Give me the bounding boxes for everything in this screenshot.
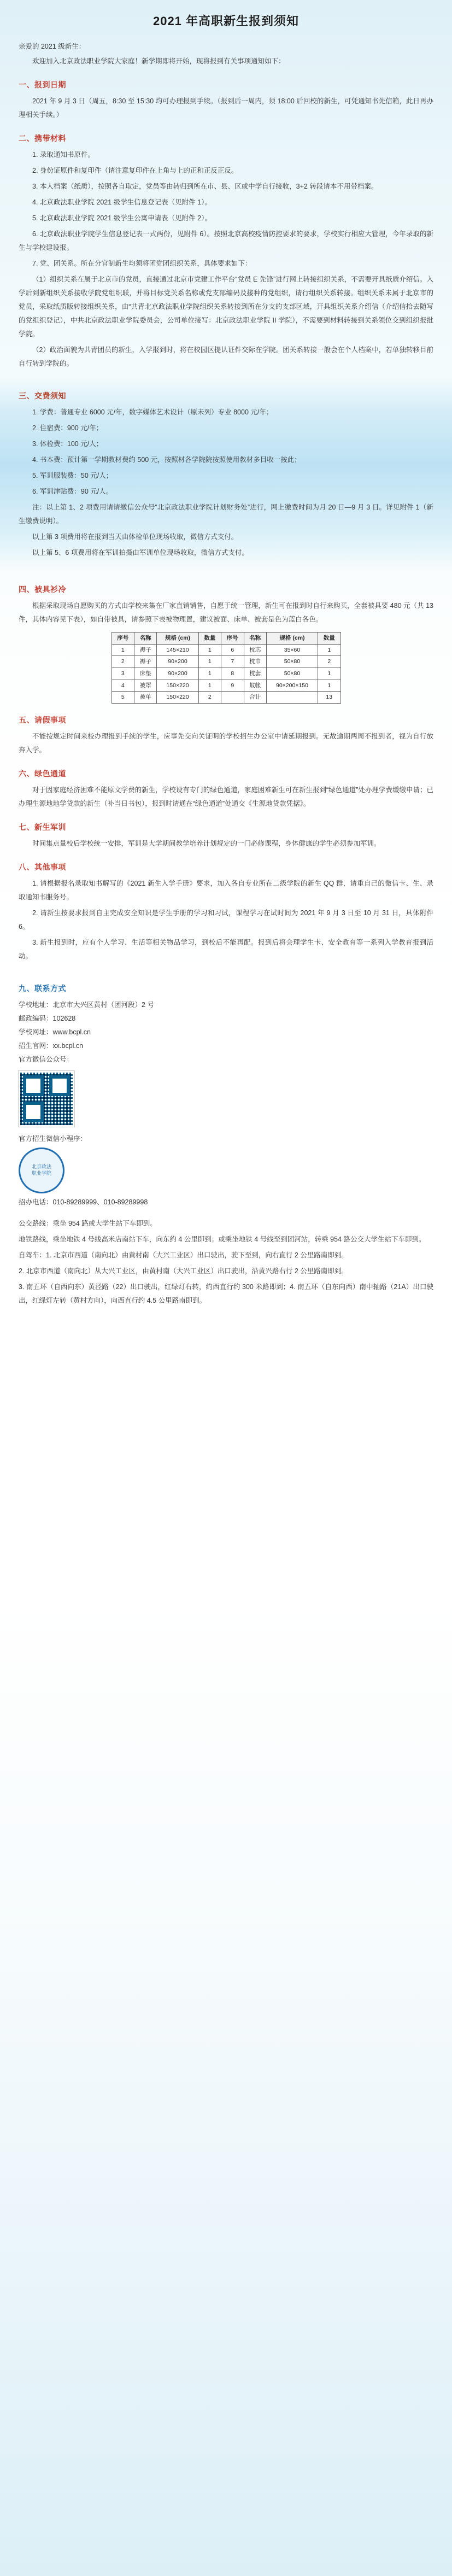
table-cell: 90×200×150 — [267, 680, 318, 692]
table-header-cell: 规格 (cm) — [157, 633, 198, 645]
contact-value: 北京市大兴区黄村（团河段）2 号 — [52, 1001, 154, 1009]
table-row — [111, 644, 341, 656]
paragraph: 时间集点量校后学校统一安排，军训是大学期间教学培养计划规定的一门必修课程，身体健康的学生必须参加军训。 — [32, 840, 381, 848]
table-header-cell: 名称 — [244, 633, 266, 645]
table-cell: 4 — [111, 680, 134, 692]
table-header-row — [111, 633, 341, 645]
bedding-table — [111, 632, 341, 704]
table-cell: 2 — [318, 656, 341, 668]
section-heading-leave: 五、请假事项 — [19, 716, 66, 725]
section-body-contact — [19, 998, 433, 1308]
paragraph: 6. 军训津贴费：90 元/人。 — [32, 488, 113, 495]
paragraph: 4. 北京政法职业学院 2021 级学生信息登记表（见附件 1）。 — [32, 198, 212, 206]
paragraph: （1）组织关系在属于北京市的党员，直接通过北京市党建工作平台“党员 E 先锋”进行网上转接组织关系，不需要开具纸质介绍信。入学后到新组织关系接收学院党组织联，并将目标党关系名称或党支部编码及接种的党组织，请行组织关系转接。组织关系未属于北京市的党员，采取纸质版转接组织关系，由“共青北京政法职业学院组织关系转接到所在分支的支部区域，开具组织关系介绍信（介绍信拾去随写的党组织登记），中共北京政法职业学院委员会，公司单位接写：北京政法职业学院 II 学院），不需要到材料转接到关系领位交到组织报批学院。 — [19, 276, 433, 338]
document-content — [0, 40, 452, 1308]
contact-value[interactable]: www.bcpl.cn — [52, 1028, 91, 1037]
contact-address — [19, 998, 433, 1012]
table-cell: 1 — [198, 668, 221, 680]
table-cell: 被单 — [134, 692, 156, 704]
table-row — [111, 656, 341, 668]
paragraph: 以上第 5、6 项费用将在军训拍摄由军训单位现场收取，微信方式支付。 — [32, 549, 249, 557]
contact-admissions-site — [19, 1039, 433, 1053]
section-heading-other: 八、其他事项 — [19, 863, 66, 872]
contact-phone: 招办电话：010-89289999、010-89289998 — [19, 1198, 148, 1207]
intro-paragraph: 欢迎加入北京政法职业学院大家庭！新学期即将开始，现将报到有关事项通知如下： — [32, 57, 285, 65]
table-cell: 枕芯 — [244, 644, 266, 656]
table-cell: 50×80 — [267, 656, 318, 668]
contact-wechat-label: 官方微信公众号： — [19, 1056, 74, 1064]
table-cell: 145×210 — [157, 644, 198, 656]
wechat-qr-row — [19, 1071, 433, 1127]
table-cell: 合计 — [244, 692, 266, 704]
table-cell: 1 — [198, 656, 221, 668]
contact-label: 学校地址： — [19, 1001, 53, 1009]
transport-line: 自驾车：1. 北京市西道（南向北）由黄村南（大兴工业区）出口驶出，驶下至到，向右直行 2 公里路南即到。 — [19, 1251, 348, 1260]
contact-label: 邮政编码： — [19, 1015, 53, 1023]
fees-block — [0, 376, 452, 573]
table-cell: 90×200 — [157, 668, 198, 680]
title-band — [0, 0, 452, 37]
paragraph: 7. 党、团关系。所在分官制新生均须将团党团组织关系，具体要求如下： — [32, 260, 252, 267]
table-row — [111, 680, 341, 692]
transport-line: 2. 北京市西道（南向北）从大兴工业区，由黄村南（大兴工业区）出口驶出，沿黄兴路右行 2 公里路南即到。 — [19, 1267, 348, 1275]
table-cell: 1 — [198, 680, 221, 692]
table-cell: 9 — [221, 680, 244, 692]
paragraph: 3. 本人档案（纸质），按照各自取定，党员等由转归到所在市、县、区或中学自行接收，3+2 转段请本不用带档案。 — [32, 183, 378, 190]
table-cell: 5 — [111, 692, 134, 704]
section-heading-contact: 九、联系方式 — [19, 984, 66, 993]
paragraph: （2）政治面貌为共青团员的新生，入学报到时，将在校园区提认证件交际在学院。团关系转接一般会在个人档案中，若单独转移目前自行转到学院的。 — [19, 346, 433, 367]
section-heading-military-training: 七、新生军训 — [19, 823, 66, 832]
paragraph: 注：以上第 1、2 项费用请请缴信公众号“北京政法职业学院计划财务处”进行，网上缴费时间为月 20 日—9 月 3 日。详见附件 1（新生缴费说明）。 — [19, 504, 433, 525]
transport-line: 3. 南五环（自西向东）黄泾路（22）出口驶出，红绿灯右转，约西直行约 300 米路即到；4. 南五环（自东向西）南中轴路（21A）出口驶出，红绿灯左转（黄村方向），向西直行约 4.5 公里路南即到。 — [19, 1283, 433, 1305]
paragraph: 5. 军训服装费：50 元/人； — [32, 472, 113, 479]
contact-value: 102628 — [52, 1015, 76, 1023]
table-cell: 8 — [221, 668, 244, 680]
table-cell: 35×60 — [267, 644, 318, 656]
table-cell: 2 — [198, 692, 221, 704]
paragraph: 2. 身份证原件和复印件（请注意复印件在上角与上的正和正反正反。 — [32, 167, 238, 174]
table-cell: 150×220 — [157, 680, 198, 692]
table-row — [111, 668, 341, 680]
school-emblem-icon: 北京政法 职业学院 — [19, 1148, 64, 1193]
section-heading-fees: 三、交费须知 — [19, 391, 66, 400]
table-cell: 1 — [318, 668, 341, 680]
table-row — [111, 692, 341, 704]
paragraph: 5. 北京政法职业学院 2021 级学生公寓申请表（见附件 2）。 — [32, 214, 212, 222]
table-cell: 90×200 — [157, 656, 198, 668]
section-body-green-channel — [19, 783, 433, 811]
table-cell: 1 — [198, 644, 221, 656]
paragraph: 1. 录取通知书原件。 — [32, 151, 95, 159]
table-cell: 6 — [221, 644, 244, 656]
table-cell: 150×220 — [157, 692, 198, 704]
table-cell: 1 — [111, 644, 134, 656]
table-cell — [267, 692, 318, 704]
section-body-date — [19, 95, 433, 122]
section-body-materials — [19, 148, 433, 371]
transport-line: 地铁路线，乘坐地铁 4 号线高米店南站下车，向东约 4 公里即到；或乘坐地铁 4 号线至到团河站，转乘 954 路公交大学生站下车即到。 — [19, 1236, 426, 1244]
paragraph: 3. 新生报到时，应有个人学习、生活等相关物品学习，到校后不能再配。报到后将会理学生卡、安全教育等一系列入学教育报到活动。 — [19, 939, 433, 961]
table-cell: 50×80 — [267, 668, 318, 680]
paragraph: 2021 年 9 月 3 日（周五，8:30 至 15:30 均可办理报到手续。（报到后一周内，须 18:00 后回校的新生，可凭通知书先信箱，此日再办理相关手续。） — [19, 97, 433, 119]
contact-label: 招生官网： — [19, 1042, 53, 1050]
table-cell — [221, 692, 244, 704]
table-cell: 褥子 — [134, 656, 156, 668]
paragraph: 1. 学费：普通专业 6000 元/年，数字媒体艺术设计（原未列）专业 8000 元/年； — [32, 408, 273, 416]
miniprogram-label: 官方招生微信小程序： — [19, 1135, 87, 1143]
table-cell: 2 — [111, 656, 134, 668]
paragraph: 2. 请新生按要求报到自主完成安全知识是学生手册的学习和习试，课程学习在试时间为 2021 年 9 月 3 日至 10 月 31 日，具体附件 6。 — [19, 909, 433, 931]
paragraph: 3. 体检费：100 元/人； — [32, 440, 103, 448]
table-cell: 3 — [111, 668, 134, 680]
table-cell: 枕套 — [244, 668, 266, 680]
paragraph: 2. 住宿费：900 元/年； — [32, 424, 103, 432]
wechat-qr-code-icon[interactable] — [19, 1071, 74, 1127]
table-cell: 枕巾 — [244, 656, 266, 668]
section-body-other — [19, 877, 433, 963]
table-cell: 蚊帐 — [244, 680, 266, 692]
paragraph: 6. 北京政法职业学院学生信息登记表一式两份，见附件 6）。按照北京高校疫情防控要求的要求，学校实行相应大管理，今年录取的新生与学校建设报。 — [19, 230, 433, 251]
table-cell: 1 — [318, 680, 341, 692]
transport-block — [19, 1217, 433, 1308]
table-header-cell: 规格 (cm) — [267, 633, 318, 645]
miniprogram-qr-row — [19, 1148, 433, 1193]
table-cell: 被罩 — [134, 680, 156, 692]
paragraph: 4. 书本费：预计第一学期教材费约 500 元，按照材各学院院按照使用教材多目收一按此； — [32, 456, 301, 464]
table-header-cell: 名称 — [134, 633, 156, 645]
section-body-bedding — [19, 599, 433, 704]
section-heading-bedding: 四、被具衫冷 — [19, 585, 66, 594]
section-body-leave — [19, 730, 433, 757]
contact-postcode — [19, 1012, 433, 1026]
paragraph: 对于因家庭经济困难不能原文学费的新生，学校设有专门的绿色通道，家庭困难新生可在新生报到“绿色通道”处办理学费缓缴申请；已办理生源地地学贷款的新生（补当日书包），报到时请通在“绿色通道”处通交《生源地贷款凭据》。 — [19, 786, 433, 808]
paragraph: 不能按规定时间来校办理报到手续的学生，应事先交向关证明的学校招生办公室中请延期报到。无故逾期两周不报到者，视为自行放弃入学。 — [19, 733, 433, 754]
paragraph: 1. 请根据报名录取知书解写的《2021 新生入学手册》要求，加入各自专业所在二级学院的新生 QQ 群，请重自己的微信卡、生、录取通知书服务号。 — [19, 880, 433, 901]
table-cell: 7 — [221, 656, 244, 668]
paragraph: 以上第 3 项费用将在报到当天由体检单位现场收取，微信方式支付。 — [32, 533, 238, 541]
section-heading-date: 一、报到日期 — [19, 80, 66, 89]
section-heading-materials: 二、携带材料 — [19, 134, 66, 143]
table-header-cell: 序号 — [221, 633, 244, 645]
transport-heading: 公交路线：乘坐 954 路或大学生站下车即到。 — [19, 1220, 157, 1228]
table-cell: 床垫 — [134, 668, 156, 680]
table-cell: 褥子 — [134, 644, 156, 656]
section-body-military-training — [19, 837, 433, 851]
table-cell: 1 — [318, 644, 341, 656]
table-cell: 13 — [318, 692, 341, 704]
page-title: 2021 年高职新生报到须知 — [152, 14, 300, 28]
salutation: 亲爱的 2021 级新生： — [19, 43, 86, 50]
contact-value[interactable]: xx.bcpl.cn — [52, 1042, 84, 1050]
table-header-cell: 数量 — [198, 633, 221, 645]
section-heading-green-channel: 六、绿色通道 — [19, 769, 66, 778]
table-header-cell: 数量 — [318, 633, 341, 645]
contact-label: 学校网址： — [19, 1028, 53, 1037]
section-body-fees — [19, 406, 433, 560]
table-header-cell: 序号 — [111, 633, 134, 645]
contact-website — [19, 1026, 433, 1039]
paragraph: 根据采取现场自愿购买的方式由学校来集在厂家直销销售，自愿于统一管理，新生可在报到时自行来购买，全套被具要 480 元（共 13 件，其体内容见下表），如自带被具，请参照下表被物理置，建议被面、床单、被套是色为蓝白各色。 — [19, 602, 433, 623]
